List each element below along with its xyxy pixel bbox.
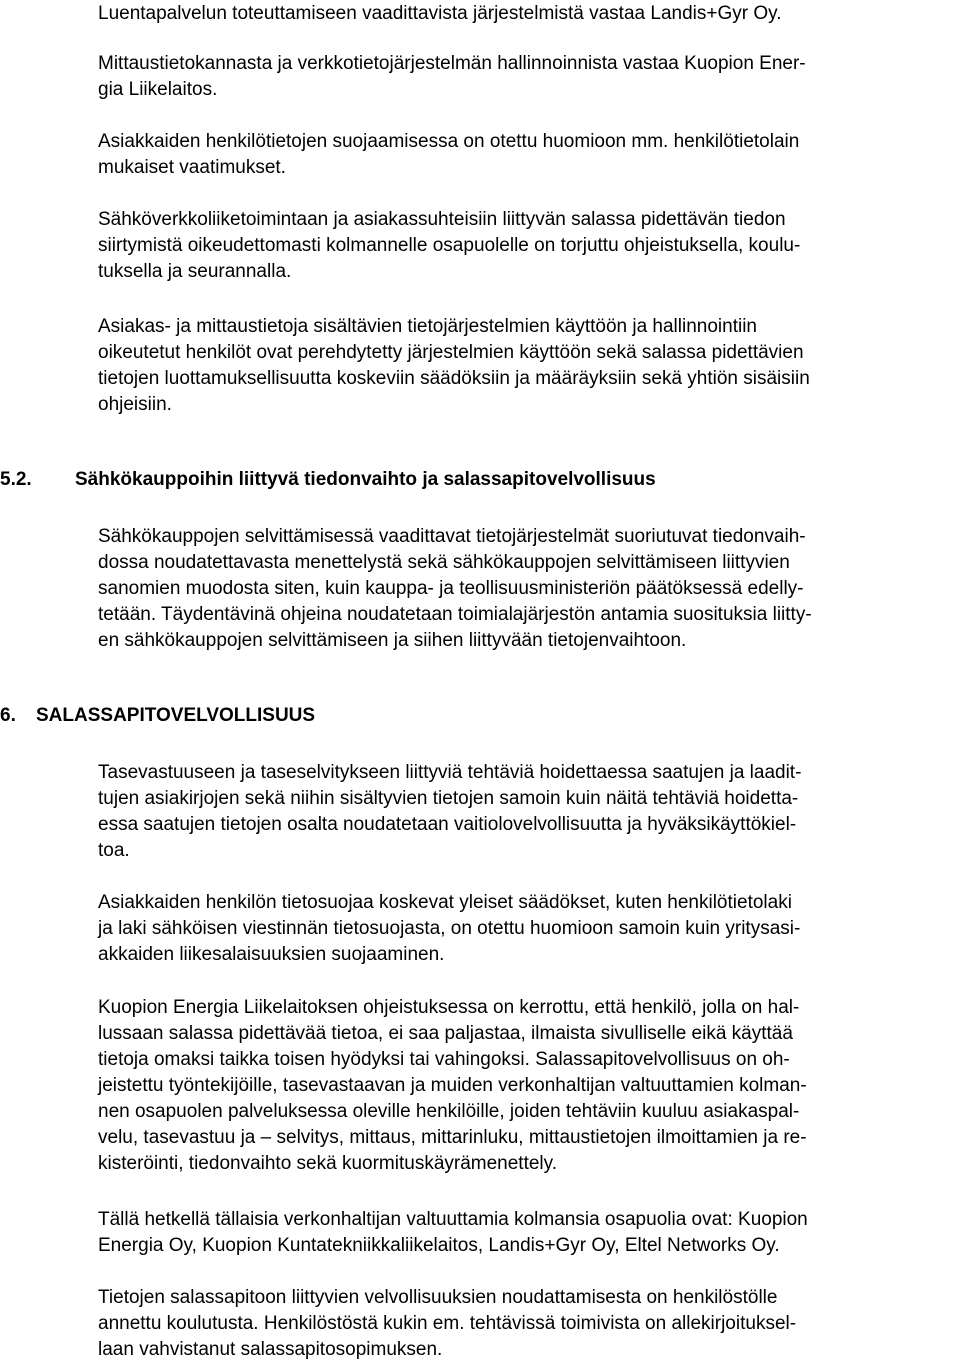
paragraph-reading-service xyxy=(98,1,960,27)
text-line: sanomien muodosta siten, kuin kauppa- ja teollisuusministeriön päätöksessä edelly- xyxy=(98,578,804,599)
text-line: jeistettu työntekijöille, tasevastaavan ja muiden verkonhaltijan valtuuttamien kolman- xyxy=(98,1075,807,1096)
text-line: ohjeisiin. xyxy=(98,394,172,415)
text-line: ja laki sähköisen viestinnän tietosuojasta, on otettu huomioon samoin kuin yritysasi- xyxy=(98,918,801,939)
section-title: Sähkökauppoihin liittyvä tiedonvaihto ja salassapitovelvollisuus xyxy=(75,469,656,490)
text-line: Sähköverkkoliiketoimintaan ja asiakassuhteisiin liittyvän salassa pidettävän tiedon xyxy=(98,209,786,230)
paragraph-training xyxy=(98,1285,960,1363)
text-line: gia Liikelaitos. xyxy=(98,79,218,100)
section-title: SALASSAPITOVELVOLLISUUS xyxy=(36,705,316,726)
text-line: Tietojen salassapitoon liittyvien velvollisuuksien noudattamisesta on henkilöstölle xyxy=(98,1287,778,1308)
text-line: oikeutetut henkilöt ovat perehdytetty järjestelmien käyttöön sekä salassa pidettävien xyxy=(98,342,804,363)
text-line: annettu koulutusta. Henkilöstöstä kukin em. tehtävissä toimivista on allekirjoituksel- xyxy=(98,1313,797,1334)
section-number: 5.2. xyxy=(0,469,32,490)
paragraph-balance-responsibility xyxy=(98,760,960,864)
paragraph-metering-database xyxy=(98,51,960,103)
paragraph-third-parties xyxy=(98,1207,960,1259)
paragraph-privacy-regulations xyxy=(98,890,960,968)
text-line: essa saatujen tietojen osalta noudatetaan vaitiolovelvollisuutta ja hyväksikäyttökiel- xyxy=(98,814,797,835)
section-number: 6. xyxy=(0,705,16,726)
paragraph-personal-data-protection xyxy=(98,129,960,181)
text-line: mukaiset vaatimukset. xyxy=(98,157,286,178)
text-line: akkaiden liikesalaisuuksien suojaaminen. xyxy=(98,944,445,965)
text-line: Asiakas- ja mittaustietoja sisältävien tietojärjestelmien käyttöön ja hallinnointiin xyxy=(98,316,757,337)
text-line: Tasevastuuseen ja taseselvitykseen liittyviä tehtäviä hoidettaessa saatujen ja laadit- xyxy=(98,762,802,783)
text-line: kisteröinti, tiedonvaihto sekä kuormituskäyrämenettely. xyxy=(98,1153,558,1174)
paragraph-confidential-transfer xyxy=(98,207,960,285)
text-line: tetään. Täydentävinä ohjeina noudatetaan toimialajärjestön antamia suosituksia liitty- xyxy=(98,604,812,625)
text-line: tuksella ja seurannalla. xyxy=(98,261,292,282)
text-line: tietoja omaksi taikka toisen hyödyksi tai vahingoksi. Salassapitovelvollisuus on oh- xyxy=(98,1049,790,1070)
text-line: Sähkökauppojen selvittämisessä vaadittavat tietojärjestelmät suoriutuvat tiedonvaih- xyxy=(98,526,806,547)
text-line: Energia Oy, Kuopion Kuntatekniikkaliikelaitos, Landis+Gyr Oy, Eltel Networks Oy. xyxy=(98,1235,780,1256)
text-line: Kuopion Energia Liikelaitoksen ohjeistuksessa on kerrottu, että henkilö, jolla on hal- xyxy=(98,997,800,1018)
text-line: Tällä hetkellä tällaisia verkonhaltijan valtuuttamia kolmansia osapuolia ovat: Kuopion xyxy=(98,1209,808,1230)
paragraph-electricity-trade-systems xyxy=(98,524,960,654)
text-line: Asiakkaiden henkilön tietosuojaa koskevat yleiset säädökset, kuten henkilötietolaki xyxy=(98,892,792,913)
text-line: en sähkökauppojen selvittämiseen ja siihen liittyvään tietojenvaihtoon. xyxy=(98,630,687,651)
text-line: laan vahvistanut salassapitosopimuksen. xyxy=(98,1339,443,1360)
text-line: Luentapalvelun toteuttamiseen vaadittavista järjestelmistä vastaa Landis+Gyr Oy. xyxy=(98,3,782,24)
text-line: tietojen luottamuksellisuutta koskeviin säädöksiin ja määräyksiin sekä yhtiön sisäisiin xyxy=(98,368,810,389)
text-line: velu, tasevastuu ja – selvitys, mittaus, mittarinluku, mittaustietojen ilmoittamien ja re- xyxy=(98,1127,807,1148)
text-line: lussaan salassa pidettävää tietoa, ei saa paljastaa, ilmaista sivulliselle eikä käyttää xyxy=(98,1023,793,1044)
paragraph-authorized-personnel xyxy=(98,314,960,418)
text-line: nen osapuolen palveluksessa oleville henkilöille, joiden tehtäviin kuuluu asiakaspal- xyxy=(98,1101,800,1122)
text-line: dossa noudatettavasta menettelystä sekä sähkökauppojen selvittämiseen liittyvien xyxy=(98,552,790,573)
text-line: Asiakkaiden henkilötietojen suojaamisessa on otettu huomioon mm. henkilötietolain xyxy=(98,131,800,152)
text-line: siirtymistä oikeudettomasti kolmannelle osapuolelle on torjuttu ohjeistuksella, koulu- xyxy=(98,235,801,256)
paragraph-company-guidelines xyxy=(98,995,960,1177)
text-line: Mittaustietokannasta ja verkkotietojärjestelmän hallinnoinnista vastaa Kuopion Ener- xyxy=(98,53,806,74)
text-line: toa. xyxy=(98,840,130,861)
text-line: tujen asiakirjojen sekä niihin sisältyvien tietojen samoin kuin näitä tehtäviä hoidetta- xyxy=(98,788,799,809)
